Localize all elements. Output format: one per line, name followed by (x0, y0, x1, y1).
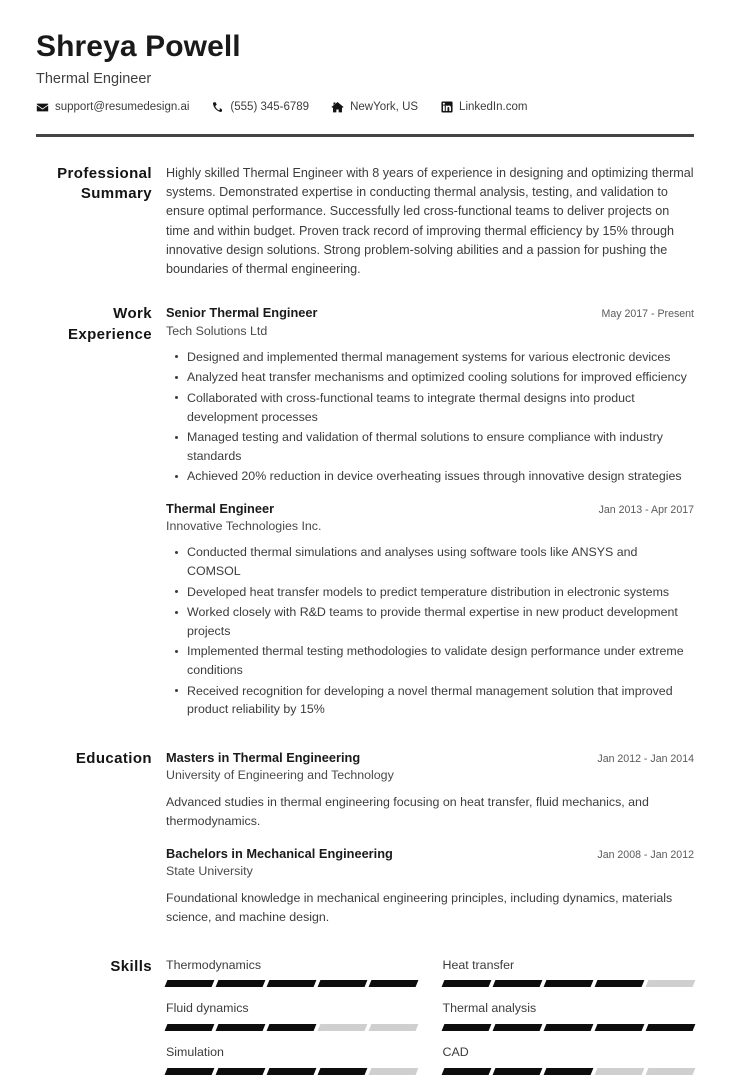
skill-level-segment (441, 1068, 491, 1075)
candidate-job-title: Thermal Engineer (36, 70, 152, 87)
bullet-item: Achieved 20% reduction in device overheating issues through innovative design strategies (187, 467, 694, 486)
skill-level-segment (441, 1024, 491, 1031)
skill-level-bar (166, 1068, 418, 1075)
phone-icon (211, 101, 224, 114)
skills-body (166, 957, 694, 1075)
skill-level-segment (645, 1024, 695, 1031)
professional-summary-section (36, 164, 694, 280)
skill-level-segment (267, 1068, 317, 1075)
skill-level-segment (594, 1024, 644, 1031)
skill-level-segment (594, 980, 644, 987)
skill-level-bar (443, 1068, 695, 1075)
entry-title: Senior Thermal Engineer (166, 305, 318, 321)
entry-date: Jan 2012 - Jan 2014 (597, 752, 694, 765)
contact-text: support@resumedesign.ai (55, 101, 190, 114)
skill-level-segment (165, 1024, 215, 1031)
entry (166, 749, 694, 831)
section-label-experience: Work Experience (67, 305, 152, 343)
skill-level-segment (216, 1068, 266, 1075)
skill-level-segment (543, 1024, 593, 1031)
bullet-item: Collaborated with cross-functional teams to integrate thermal designs into product development processes (187, 389, 694, 426)
skill-level-segment (318, 1024, 368, 1031)
summary-text: Highly skilled Thermal Engineer with 8 years of experience in designing and optimizing thermal systems. Demonstrated expertise in conducting thermal analysis, testing, and validation to ensure optimal performance. Successfully led cross-functional teams to deliver projects on time and within budget. Proven track record of improving thermal efficiency by 15% through innovative design solutions. Strong problem-solving abilities and a passion for pushing the boundaries of thermal engineering. (166, 165, 694, 277)
bullet-item: Conducted thermal simulations and analyses using software tools like ANSYS and COMSOL (187, 543, 694, 580)
entry-title: Thermal Engineer (166, 501, 275, 517)
entry-description: Foundational knowledge in mechanical engineering principles, including dynamics, materials science, and machine design. (166, 891, 673, 924)
skill-level-segment (492, 1024, 542, 1031)
contact-item[interactable] (440, 101, 527, 114)
bullet-item: Received recognition for developing a novel thermal management solution that improved product reliability by 15% (187, 682, 694, 719)
section-label-summary: Professional Summary (57, 164, 152, 203)
home-icon (331, 101, 344, 114)
contact-text: LinkedIn.com (459, 101, 528, 114)
skill-level-segment (369, 980, 419, 987)
linkedin-icon (440, 101, 453, 114)
skill-level-segment (369, 1024, 419, 1031)
entry-title: Masters in Thermal Engineering (166, 749, 361, 765)
skill-level-segment (594, 1068, 644, 1075)
skill-level-segment (165, 1068, 215, 1075)
skill-level-segment (267, 1024, 317, 1031)
skill-item (166, 1000, 418, 1031)
skill-name: Heat transfer (442, 957, 515, 972)
skill-name: Simulation (166, 1045, 224, 1060)
skill-level-segment (318, 1068, 368, 1075)
entry-organization: Tech Solutions Ltd (166, 323, 268, 338)
skill-level-segment (543, 1068, 593, 1075)
education-body (166, 749, 694, 927)
entry-description: Advanced studies in thermal engineering focusing on heat transfer, fluid mechanics, and thermodynamics. (166, 795, 649, 828)
skill-name: Thermodynamics (166, 957, 262, 972)
skill-level-segment (543, 980, 593, 987)
entry (166, 304, 694, 486)
skill-level-segment (267, 980, 317, 987)
entry-head (166, 500, 694, 517)
entry-organization: State University (166, 864, 253, 879)
header-divider (36, 134, 694, 137)
skill-level-segment (645, 980, 695, 987)
bullet-item: Implemented thermal testing methodologies to validate design performance under extreme conditions (187, 642, 694, 679)
entry-organization: Innovative Technologies Inc. (166, 519, 322, 534)
contact-item[interactable] (211, 101, 309, 114)
entry (166, 845, 694, 927)
skill-level-bar (166, 1024, 418, 1031)
skill-item (443, 1044, 695, 1075)
bullet-item: Managed testing and validation of thermal solutions to ensure compliance with industry standards (187, 428, 694, 465)
envelope-icon (36, 101, 49, 114)
contact-item[interactable] (331, 101, 418, 114)
contact-text: (555) 345-6789 (230, 101, 310, 114)
skill-level-segment (165, 980, 215, 987)
entry-head (166, 749, 694, 766)
skill-level-segment (492, 1068, 542, 1075)
candidate-name: Shreya Powell (36, 30, 241, 63)
entry-organization: University of Engineering and Technology (166, 768, 394, 783)
skill-item (166, 957, 418, 988)
entry-head (166, 845, 694, 862)
summary-body (166, 164, 694, 280)
section-label-skills: Skills (110, 957, 152, 975)
bullet-item: Worked closely with R&D teams to provide thermal expertise in new product development projects (187, 603, 694, 640)
entry-title: Bachelors in Mechanical Engineering (166, 845, 393, 861)
skill-level-bar (443, 1024, 695, 1031)
skill-level-segment (216, 1024, 266, 1031)
skill-level-segment (492, 980, 542, 987)
skill-name: CAD (442, 1045, 469, 1060)
entry-date: Jan 2013 - Apr 2017 (598, 504, 694, 517)
skill-level-segment (645, 1068, 695, 1075)
section-label-education: Education (75, 749, 152, 767)
entry-date: May 2017 - Present (601, 308, 694, 321)
work-experience-section (36, 304, 694, 720)
contact-text: NewYork, US (350, 101, 419, 114)
bullet-item: Designed and implemented thermal management systems for various electronic devices (187, 348, 694, 367)
skill-level-segment (369, 1068, 419, 1075)
skill-item (443, 1000, 695, 1031)
skill-level-segment (318, 980, 368, 987)
skill-level-segment (441, 980, 491, 987)
entry-date: Jan 2008 - Jan 2012 (597, 848, 694, 861)
skills-grid (166, 957, 694, 1075)
skill-level-bar (166, 980, 418, 987)
skill-item (166, 1044, 418, 1075)
skill-item (443, 957, 695, 988)
entry (166, 500, 694, 719)
skill-name: Fluid dynamics (166, 1001, 249, 1016)
bullet-item: Developed heat transfer models to predict temperature distribution in electronic systems (187, 583, 694, 602)
contact-list (36, 101, 694, 114)
skill-name: Thermal analysis (442, 1001, 537, 1016)
entry-bullet-list (166, 348, 694, 486)
skills-section (36, 957, 694, 1075)
bullet-item: Analyzed heat transfer mechanisms and optimized cooling solutions for improved efficiency (187, 368, 694, 387)
contact-item[interactable] (36, 101, 189, 114)
entry-head (166, 304, 694, 321)
resume-header (36, 0, 694, 137)
entry-bullet-list (166, 543, 694, 718)
skill-level-segment (216, 980, 266, 987)
experience-body (166, 304, 694, 720)
education-section (36, 749, 694, 927)
skill-level-bar (443, 980, 695, 987)
